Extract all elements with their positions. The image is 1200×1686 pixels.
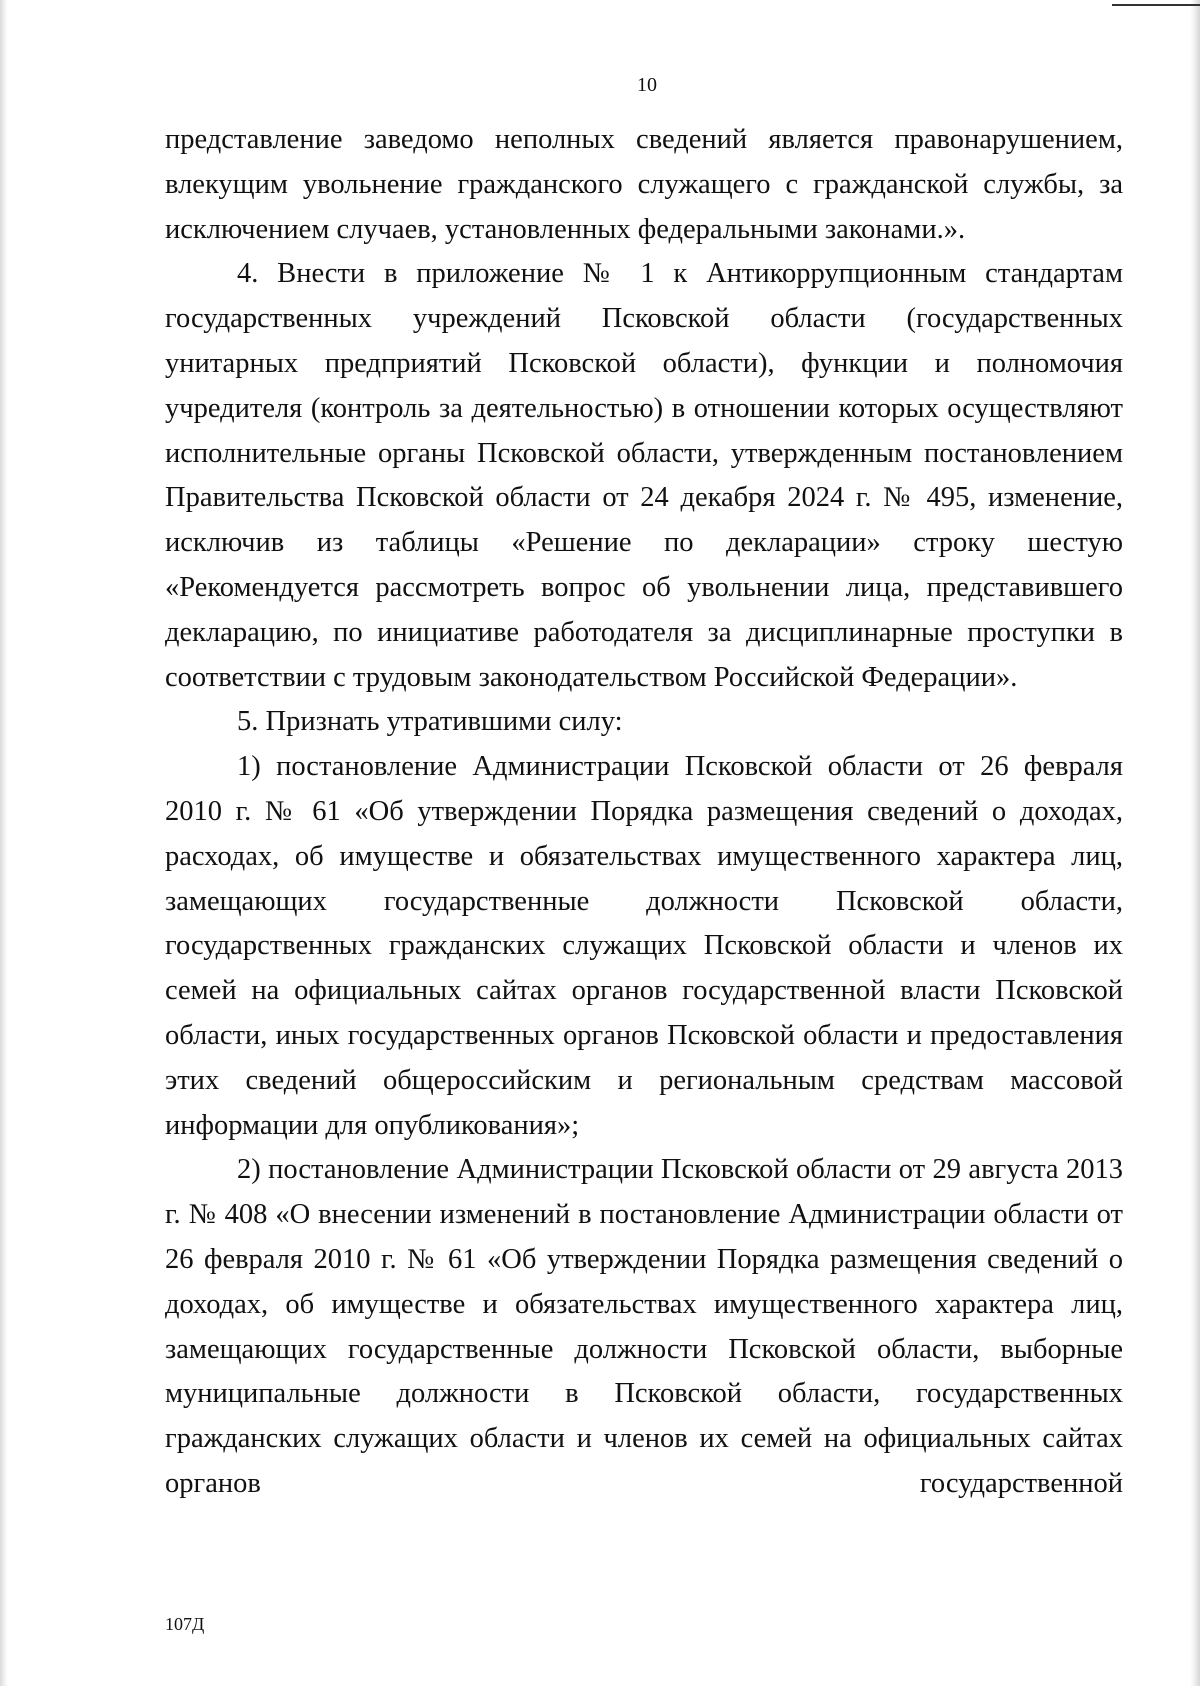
footer-code: 107Д	[165, 1614, 205, 1634]
body-text	[165, 118, 1123, 1507]
scan-line-top	[1112, 4, 1200, 6]
paragraph-continuation: представление заведомо неполных сведений является правонарушением, влекущим увольнение гражданского служащего с гражданской службы, за исключением случаев, установленных федеральными законами.».	[165, 124, 1123, 245]
paragraph-item-5: 5. Признать утратившими силу:	[237, 706, 623, 738]
page-number: 10	[637, 74, 657, 96]
paragraph-subitem-1: 1) постановление Администрации Псковской области от 26 февраля 2010 г. № 61 «Об утверждении Порядка размещения сведений о доходах, расходах, об имуществе и обязательствах имущественного характера лиц, замещающих государственные должности Псковской области, государственных гражданских служащих Псковской области и членов их семей на официальных сайтах органов государственной власти Псковской области, иных государственных органов Псковской области и предоставления этих сведений общероссийским и региональным средствам массовой информации для опубликования»;	[165, 751, 1123, 1141]
scan-edge-right	[1190, 0, 1200, 1686]
paragraph-subitem-2: 2) постановление Администрации Псковской области от 29 августа 2013 г. № 408 «О внесении изменений в постановление Администрации области от 26 февраля 2010 г. № 61 «Об утверждении Порядка размещения сведений о доходах, об имуществе и обязательствах имущественного характера лиц, замещающих государственные должности Псковской области, выборные муниципальные должности в Псковской области, государственных гражданских служащих области и членов их семей на официальных сайтах органов государственной	[165, 1154, 1123, 1499]
paragraph-item-4: 4. Внести в приложение № 1 к Антикоррупционным стандартам государственных учреждений Псковской области (государственных унитарных предприятий Псковской области), функции и полномочия учредителя (контроль за деятельностью) в отношении которых осуществляют исполнительные органы Псковской области, утвержденным постановлением Правительства Псковской области от 24 декабря 2024 г. № 495, изменение, исключив из таблицы «Решение по декларации» строку шестую «Рекомендуется рассмотреть вопрос об увольнении лица, представившего декларацию, по инициативе работодателя за дисциплинарные проступки в соответствии с трудовым законодательством Российской Федерации».	[165, 258, 1123, 693]
scan-edge-left	[0, 0, 8, 1686]
